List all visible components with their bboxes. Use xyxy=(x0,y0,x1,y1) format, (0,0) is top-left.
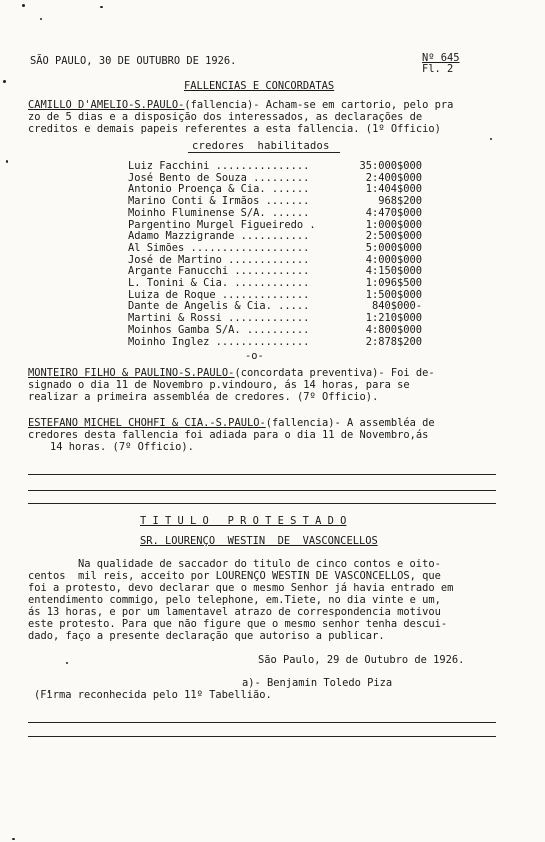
creditor-name: Luiz Facchini ............... xyxy=(128,160,310,172)
creditor-name: Antonio Proença & Cia. ...... xyxy=(128,183,310,196)
creditor-name: Luiza de Roque .............. xyxy=(128,288,310,301)
creditor-amount: 968$200 xyxy=(378,195,422,208)
entry-monteiro-line2: signado o dia 11 de Novembro p.vindouro, ás 14 horas, para se xyxy=(28,379,410,391)
creditor-amount: 4:470$000 xyxy=(365,206,422,219)
scan-speck xyxy=(6,160,8,163)
scan-speck xyxy=(22,4,25,7)
creditor-name: L. Tonini & Cia. ............ xyxy=(128,277,310,289)
section-title: FALLENCIAS E CONCORDATAS xyxy=(184,80,335,92)
horizontal-rule xyxy=(28,474,496,475)
folio-number: Fl. 2 xyxy=(422,63,454,75)
horizontal-rule xyxy=(28,503,496,504)
entry-monteiro-line1 xyxy=(28,367,435,379)
entry-estefano-text: (fallencia)- A assembléa de xyxy=(265,417,435,429)
creditor-amount: 2:400$000 xyxy=(365,171,422,184)
creditor-name: Moinho Fluminense S/A. ...... xyxy=(128,206,310,219)
protest-para-line: ás 13 horas, e por um lamentavel atrazo de correspondencia motivou xyxy=(28,606,441,618)
entry-estefano-line2: credores desta fallencia foi adiada para o dia 11 de Novembro,ás xyxy=(28,429,429,441)
protest-para-line: este protesto. Para que não figure que o mesmo senhor tenha descui- xyxy=(28,618,448,630)
creditor-name: Adamo Mazzigrande ........... xyxy=(128,230,310,243)
creditor-name: Moinho Inglez ............... xyxy=(128,335,310,348)
entry-monteiro-name: MONTEIRO FILHO & PAULINO-S.PAULO- xyxy=(28,367,235,379)
creditor-amount: 4:000$000 xyxy=(365,253,422,266)
creditor-amount: 4:800$000 xyxy=(365,323,422,336)
scan-speck xyxy=(66,662,68,664)
creditor-amount: 5:000$000 xyxy=(365,241,422,254)
creditor-name: José de Martino ............. xyxy=(128,253,310,266)
horizontal-rule xyxy=(28,722,496,723)
scan-speck xyxy=(12,838,15,840)
creditor-amount: 1:000$000 xyxy=(365,218,422,231)
protest-para-line: entendimento commigo, pelo telephone, em.Tiete, no dia vinte e um, xyxy=(28,594,441,606)
creditor-amount: 2:878$200 xyxy=(365,335,422,348)
protest-para-line: foi a protesto, devo declarar que o mesmo Senhor já havia entrado em xyxy=(28,582,454,594)
signature-note: (Firma reconhecida pelo 11º Tabellião. xyxy=(34,689,272,701)
creditor-amount: 35:000$000 xyxy=(359,160,422,172)
creditor-name: Moinhos Gamba S/A. .......... xyxy=(128,323,310,336)
creditor-name: Martini & Rossi ............. xyxy=(128,312,310,325)
creditor-name: Pargentino Murgel Figueiredo . xyxy=(128,218,316,231)
place-date: São Paulo, 29 de Outubro de 1926. xyxy=(258,654,465,666)
creditor-amount: 1:096$500 xyxy=(365,277,422,289)
protest-title: T I T U L O P R O T E S T A D O xyxy=(140,515,347,527)
entry-estefano-line3: 14 horas. (7º Officio). xyxy=(50,441,194,453)
creditor-name: Argante Fanucchi ............ xyxy=(128,265,310,278)
creditor-amount: 1:500$000 xyxy=(365,288,422,301)
entry-camillo-line1 xyxy=(28,99,453,111)
creditor-amount: 4:150$000 xyxy=(365,265,422,278)
entry-camillo-line2: zo de 5 dias e a disposição dos interessados, as declarações de xyxy=(28,111,423,123)
protest-subtitle: SR. LOURENÇO WESTIN DE VASCONCELLOS xyxy=(140,535,378,547)
separator: -o- xyxy=(245,350,264,362)
scan-speck xyxy=(40,18,42,20)
protest-para-line: dado, faço a presente declaração que autoriso a publicar. xyxy=(28,630,385,642)
page-number: Nº 645 xyxy=(422,52,460,64)
protest-para-line: Na qualidade de saccador do titulo de cinco contos e oito- xyxy=(78,558,441,570)
date-line: SÃO PAULO, 30 DE OUTUBRO DE 1926. xyxy=(30,55,237,67)
entry-camillo-text: (fallencia)- Acham-se em cartorio, pelo pra xyxy=(184,99,454,111)
entry-camillo-line3: creditos e demais papeis referentes a esta fallencia. (1º Officio) xyxy=(28,123,441,135)
creditor-amount: 1:210$000 xyxy=(365,312,422,325)
entry-estefano-name: ESTEFANO MICHEL CHOHFI & CIA.-S.PAULO- xyxy=(28,417,266,429)
protest-para-line: centos mil reis, acceito por LOURENÇO WESTIN DE VASCONCELLOS, que xyxy=(28,570,441,582)
creditor-amount: 2:500$000 xyxy=(365,230,422,243)
entry-estefano-line1 xyxy=(28,417,435,429)
creditors-heading-underline xyxy=(188,152,340,153)
creditor-name: Marino Conti & Irmãos ....... xyxy=(128,195,310,208)
entry-monteiro-text: (concordata preventiva)- Foi de- xyxy=(234,367,435,379)
creditor-name: Al Simões ................... xyxy=(128,241,310,254)
signature: a)- Benjamin Toledo Piza xyxy=(242,677,393,689)
creditor-name: José Bento de Souza ......... xyxy=(128,171,310,184)
creditor-amount: 1:404$000 xyxy=(365,183,422,196)
entry-camillo-name: CAMILLO D'AMELIO-S.PAULO- xyxy=(28,99,185,111)
scan-speck xyxy=(3,80,6,83)
scan-speck xyxy=(490,138,492,140)
horizontal-rule xyxy=(28,490,496,491)
creditors-heading: credores habilitados xyxy=(192,140,330,152)
entry-monteiro-line3: realizar a primeira assembléa de credores. (7º Officio). xyxy=(28,391,379,403)
creditor-name: Dante de Angelis & Cia. ..... xyxy=(128,300,310,313)
scan-speck xyxy=(100,6,103,8)
horizontal-rule xyxy=(28,736,496,737)
creditor-amount: 840$000- xyxy=(371,300,422,313)
